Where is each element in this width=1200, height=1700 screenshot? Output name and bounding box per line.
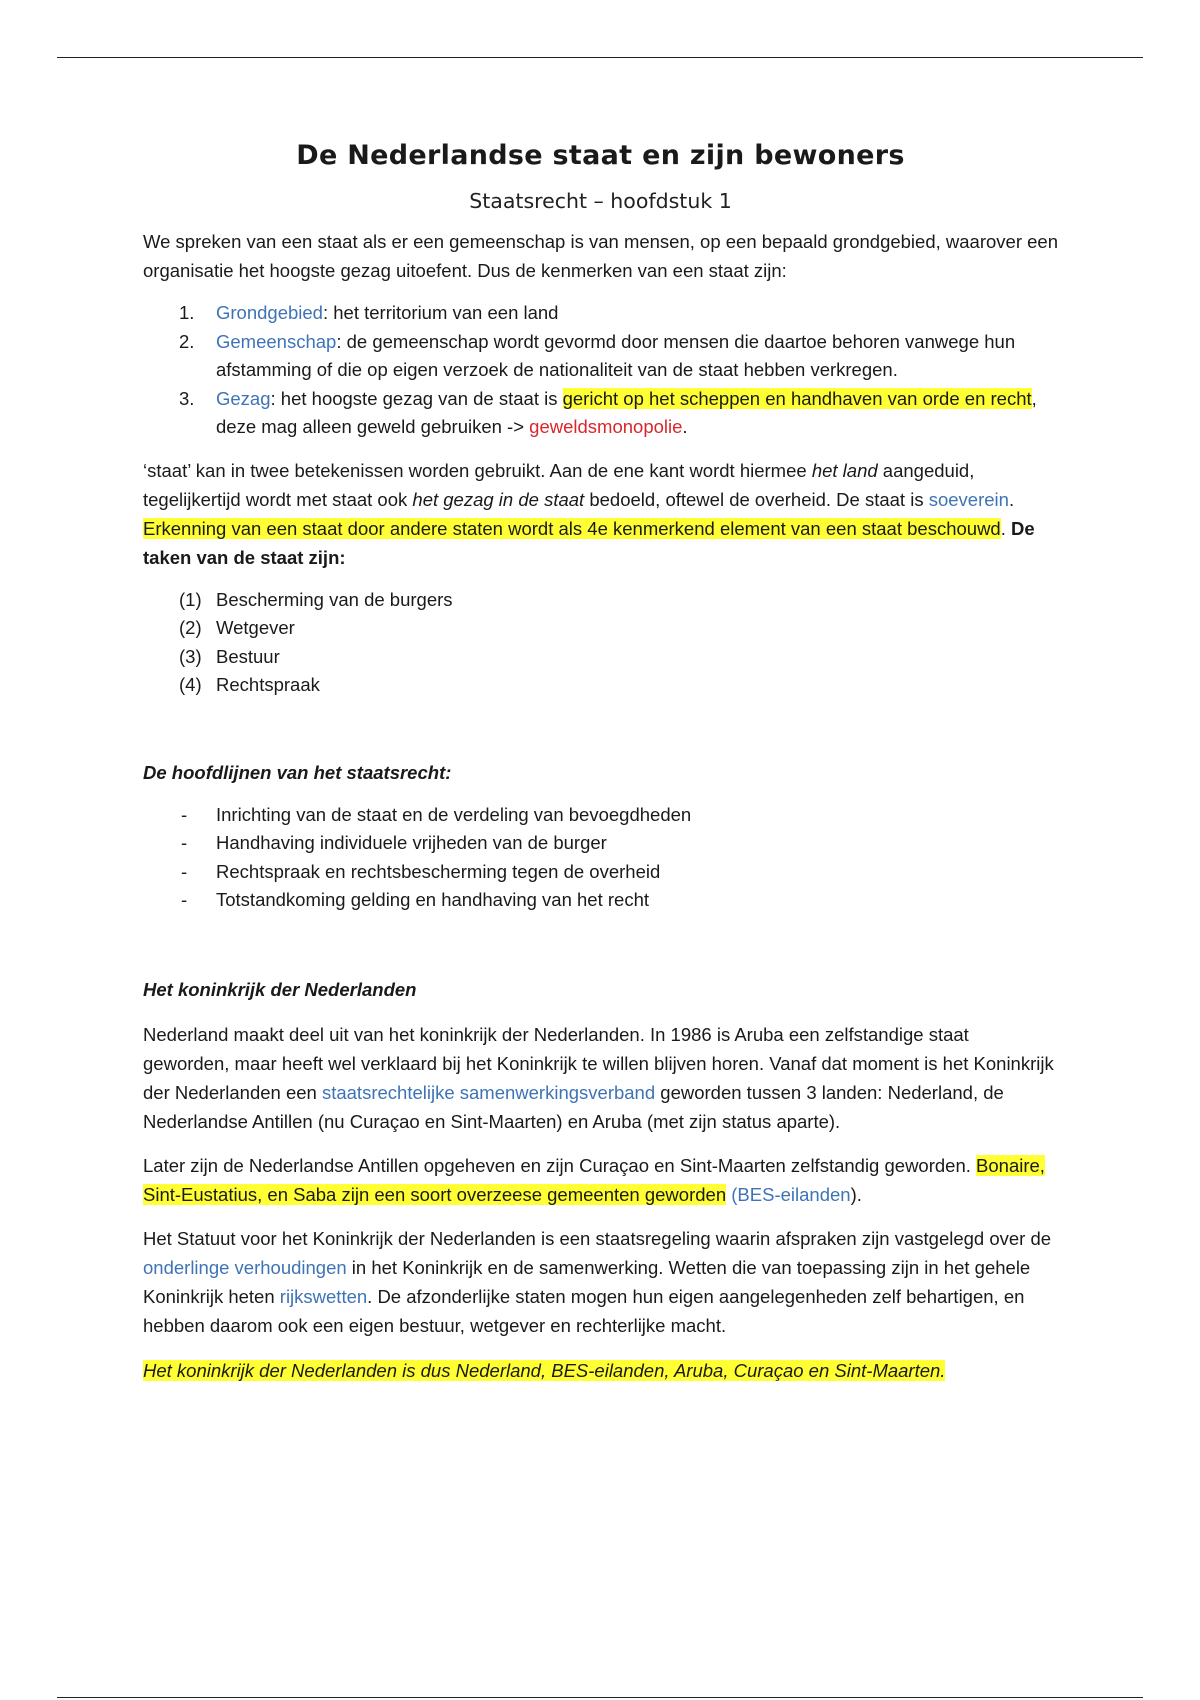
item-text: Bestuur <box>216 645 280 667</box>
list-item <box>143 614 1058 643</box>
term-bes-eilanden: (BES-eilanden <box>731 1183 851 1205</box>
list-marker: - <box>181 832 188 853</box>
list-item <box>143 586 1058 615</box>
document-title: De Nederlandse staat en zijn bewoners <box>296 140 905 171</box>
term-geweldsmonopolie: geweldsmonopolie <box>529 416 683 437</box>
term-onderlinge-verhoudingen: onderlinge verhoudingen <box>143 1256 347 1278</box>
term-soeverein: soeverein <box>928 488 1009 510</box>
top-rule <box>57 57 1143 58</box>
item-text: : het hoogste gezag van de staat is <box>270 387 563 409</box>
statuut-paragraph <box>143 1224 1058 1340</box>
term-rijkswetten: rijkswetten <box>279 1285 368 1307</box>
koninkrijk-heading: Het koninkrijk der Nederlanden <box>143 978 417 1000</box>
text-run: . <box>1000 517 1011 539</box>
highlighted-text: Bonaire, Sint-Eustatius, en Saba zijn een soort overzeese gemeenten geworden <box>143 1154 1045 1205</box>
later-paragraph <box>143 1151 1058 1209</box>
list-marker: - <box>181 860 188 882</box>
item-text: Inrichting van de staat en de verdeling van bevoegdheden <box>216 803 692 825</box>
term-grondgebied: Grondgebied <box>216 302 323 323</box>
intro-paragraph: We spreken van een staat als er een gemeenschap is van mensen, op een bepaald grondgebied, waarover een organisatie het hoogste gezag uitoefent. Dus de kenmerken van een staat zijn: <box>143 231 1058 281</box>
highlighted-text: gericht op het scheppen en handhaven van orde en recht <box>562 387 1032 409</box>
item-text: Wetgever <box>216 617 295 638</box>
text-run: . <box>1008 488 1015 510</box>
bold-text: De taken van de staat zijn: <box>143 517 1035 568</box>
document-subtitle: Staatsrecht – hoofdstuk 1 <box>469 189 732 213</box>
highlighted-text: Het koninkrijk der Nederlanden is dus Nederland, BES-eilanden, Aruba, Curaçao en Sint-Maarten. <box>143 1359 946 1381</box>
conclusion-paragraph <box>143 1356 1058 1385</box>
text-run: geworden tussen 3 landen: Nederland, de Nederlandse Antillen (nu Curaçao en Sint-Maarten) en Aruba (met zijn status aparte). <box>143 1081 1004 1132</box>
list-item <box>143 299 1058 328</box>
item-text: Totstandkoming gelding en handhaving van het recht <box>216 889 649 910</box>
list-item <box>143 886 1058 915</box>
list-item <box>143 328 1058 385</box>
italic-text: het land <box>811 459 878 481</box>
text-run: aangeduid, tegelijkertijd wordt met staat ook <box>143 459 975 510</box>
document-page <box>143 140 1058 1385</box>
term-gemeenschap: Gemeenschap <box>216 330 337 352</box>
list-item <box>143 829 1058 858</box>
taken-list <box>143 586 1058 700</box>
list-item <box>143 671 1058 700</box>
item-text: : de gemeenschap wordt gevormd door mensen die daartoe behoren vanwege hun afstamming of die op eigen verzoek de nationaliteit van de staat hebben verkregen. <box>216 330 1016 380</box>
list-marker: - <box>181 803 188 825</box>
text-run: Het Statuut voor het Koninkrijk der Nederlanden is een staatsregeling waarin afspraken zijn vastgelegd over de <box>143 1227 1052 1249</box>
list-item <box>143 385 1058 442</box>
term-samenwerkingsverband: staatsrechtelijke samenwerkingsverband <box>321 1081 656 1103</box>
item-text: Rechtspraak <box>216 674 320 695</box>
list-marker: (2) <box>179 617 202 638</box>
item-text: . <box>682 416 688 437</box>
hoofdlijnen-list <box>143 801 1058 915</box>
text-run: bedoeld, oftewel de overheid. De staat is <box>584 488 929 510</box>
nederland-paragraph <box>143 1020 1058 1136</box>
text-run: ‘staat’ kan in twee betekenissen worden gebruikt. Aan de ene kant wordt hiermee <box>143 459 812 481</box>
list-item <box>143 643 1058 672</box>
text-run: . De afzonderlijke staten mogen hun eigen aangelegenheden zelf behartigen, en hebben daarom ook een eigen bestuur, wetgever en rechterlijke macht. <box>143 1285 1025 1336</box>
text-run: ). <box>850 1183 862 1205</box>
list-item <box>143 801 1058 830</box>
hoofdlijnen-heading: De hoofdlijnen van het staatsrecht: <box>143 761 452 783</box>
text-run: Later zijn de Nederlandse Antillen opgeheven en zijn Curaçao en Sint-Maarten zelfstandig geworden. <box>143 1154 977 1176</box>
item-text: : het territorium van een land <box>322 302 559 323</box>
list-marker: - <box>181 889 188 910</box>
list-marker: (4) <box>179 674 202 695</box>
list-marker: 2. <box>179 330 195 352</box>
bottom-rule <box>57 1697 1143 1698</box>
highlighted-text: Erkenning van een staat door andere staten wordt als 4e kenmerkend element van een staat beschouwd <box>143 517 1001 539</box>
item-text: , deze mag alleen geweld gebruiken -> <box>216 387 1037 437</box>
kenmerken-list <box>143 299 1058 442</box>
item-text: Rechtspraak en rechtsbescherming tegen de overheid <box>216 860 661 882</box>
list-item <box>143 858 1058 887</box>
list-marker: 1. <box>179 302 195 323</box>
item-text: Bescherming van de burgers <box>216 588 453 610</box>
list-marker: (3) <box>179 645 202 667</box>
term-gezag: Gezag <box>216 387 271 409</box>
item-text: Handhaving individuele vrijheden van de burger <box>216 832 607 853</box>
staat-paragraph <box>143 456 1058 572</box>
text-run: Nederland maakt deel uit van het koninkrijk der Nederlanden. In 1986 is Aruba een zelfstandige staat geworden, maar heeft wel verklaard bij het Koninkrijk te willen blijven horen. Vanaf dat moment is het Koninkrijk der Nederlanden een <box>143 1023 1054 1103</box>
text-run: in het Koninkrijk en de samenwerking. Wetten die van toepassing zijn in het gehele Koninkrijk heten <box>143 1256 1031 1307</box>
list-marker: (1) <box>179 588 202 610</box>
list-marker: 3. <box>179 387 195 409</box>
italic-text: het gezag in de staat <box>412 488 585 510</box>
